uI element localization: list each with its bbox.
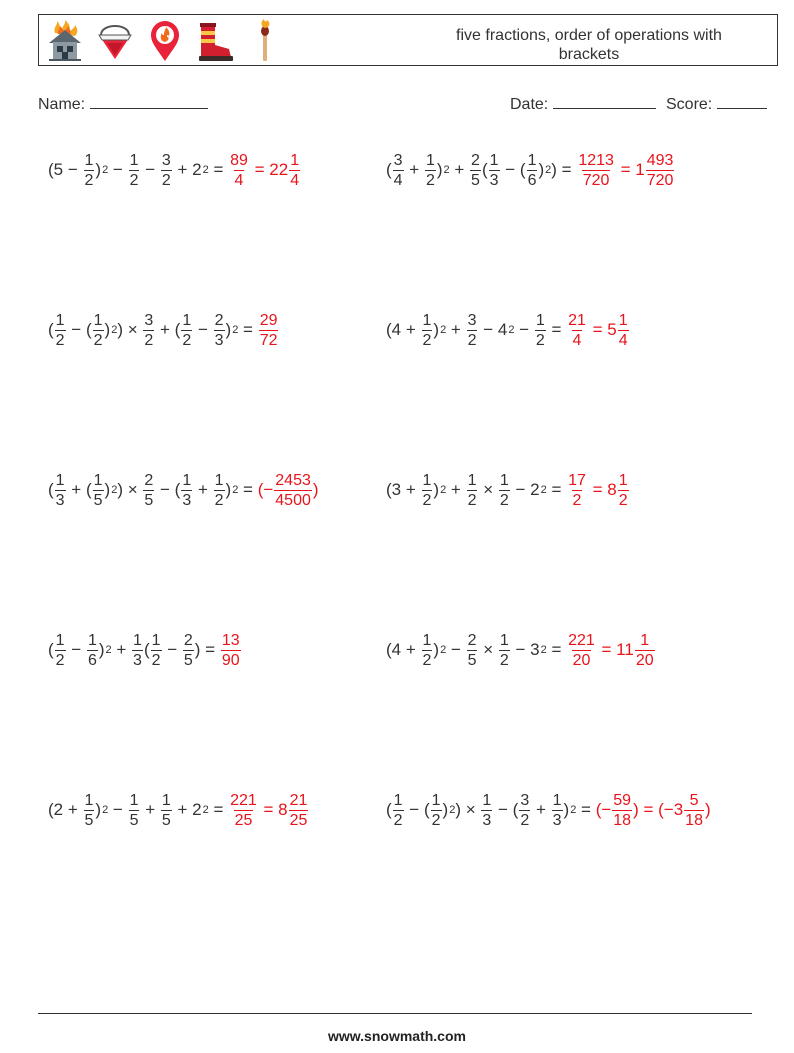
numerator: 3 <box>520 791 530 809</box>
fraction <box>143 471 154 510</box>
exponent: 2 <box>232 324 239 336</box>
fraction <box>481 791 492 830</box>
answer-text: = 8 <box>258 800 288 819</box>
exponent: 2 <box>111 484 118 496</box>
footer-site[interactable]: www.snowmath.com <box>328 1028 466 1044</box>
numerator: 1 <box>499 471 509 489</box>
numerator: 221 <box>230 791 257 809</box>
denominator: 2 <box>425 171 435 189</box>
numerator: 1 <box>129 791 139 809</box>
fraction <box>183 631 194 670</box>
expression-text: ) <box>433 640 440 659</box>
denominator: 2 <box>467 331 477 349</box>
exponent: 2 <box>443 164 450 176</box>
expression-text: ( <box>48 320 54 339</box>
expression-text: ) <box>104 320 111 339</box>
expression-text: ) <box>563 800 570 819</box>
numerator: 1 <box>84 791 94 809</box>
expression-text: − 2 <box>510 480 540 499</box>
expression-text: − ( <box>500 160 526 179</box>
fraction <box>422 471 433 510</box>
expression-text: + 2 <box>172 800 202 819</box>
expression-text: + <box>111 640 132 659</box>
denominator: 20 <box>572 651 591 669</box>
denominator: 2 <box>467 491 477 509</box>
fraction <box>214 471 225 510</box>
exponent: 2 <box>232 484 239 496</box>
denominator: 2 <box>572 491 582 509</box>
answer-text: = 11 <box>596 640 634 659</box>
denominator: 3 <box>55 491 65 509</box>
denominator: 2 <box>422 651 432 669</box>
expression-text: + 2 <box>172 160 202 179</box>
fraction <box>181 471 192 510</box>
numerator: 1 <box>527 151 537 169</box>
numerator: 1 <box>640 631 650 649</box>
fraction <box>499 471 510 510</box>
numerator: 1 <box>422 631 432 649</box>
expression-text: × <box>478 640 498 659</box>
problem-5 <box>48 460 319 520</box>
exponent: 2 <box>440 324 447 336</box>
expression-text: + ( <box>155 320 181 339</box>
expression-text: − <box>140 160 160 179</box>
denominator: 2 <box>214 491 224 509</box>
denominator: 3 <box>182 491 192 509</box>
expression-text: = <box>208 800 229 819</box>
expression-text: ) <box>436 160 443 179</box>
fraction <box>422 311 433 350</box>
exponent: 2 <box>440 644 447 656</box>
numerator: 1 <box>129 151 139 169</box>
denominator: 18 <box>613 811 632 829</box>
score-label: Score: <box>666 96 713 113</box>
fraction <box>393 151 404 190</box>
numerator: 1 <box>161 791 171 809</box>
expression-text: − ( <box>66 320 92 339</box>
expression-text: ( <box>48 480 54 499</box>
denominator: 2 <box>161 171 171 189</box>
answer-fraction <box>229 151 249 190</box>
numerator: 1 <box>425 151 435 169</box>
fraction <box>55 631 66 670</box>
name-field <box>38 94 208 114</box>
denominator: 5 <box>84 811 94 829</box>
numerator: 2 <box>183 631 193 649</box>
expression-text: ( <box>48 640 54 659</box>
exponent: 2 <box>449 804 456 816</box>
exponent: 2 <box>545 164 552 176</box>
expression-text: + <box>140 800 160 819</box>
denominator: 5 <box>183 651 193 669</box>
denominator: 4 <box>290 171 300 189</box>
numerator: 2453 <box>275 471 311 489</box>
expression-text: − ( <box>404 800 430 819</box>
expression-text: − <box>108 800 128 819</box>
answer-fraction <box>289 151 300 190</box>
problem-2 <box>386 140 675 200</box>
fraction <box>93 311 104 350</box>
numerator: 1213 <box>578 151 614 169</box>
expression-text: ( <box>386 800 392 819</box>
numerator: 2 <box>144 471 154 489</box>
expression-text: + ( <box>66 480 92 499</box>
numerator: 1 <box>133 631 142 649</box>
numerator: 1 <box>618 471 628 489</box>
expression-text: (5 − <box>48 160 83 179</box>
fraction <box>489 151 500 190</box>
exponent: 2 <box>202 164 209 176</box>
denominator: 2 <box>499 651 509 669</box>
numerator: 5 <box>689 791 699 809</box>
fire-bucket-icon <box>95 19 135 63</box>
expression-text: = <box>576 800 596 819</box>
numerator: 1 <box>151 631 161 649</box>
numerator: 89 <box>230 151 248 169</box>
denominator: 2 <box>182 331 192 349</box>
exponent: 2 <box>440 484 447 496</box>
numerator: 59 <box>613 791 632 809</box>
denominator: 25 <box>234 811 253 829</box>
numerator: 1 <box>182 471 192 489</box>
expression-text: ) <box>433 320 440 339</box>
expression-text: ) <box>225 320 232 339</box>
fraction <box>467 311 478 350</box>
answer-text: (− <box>595 800 612 819</box>
denominator: 6 <box>527 171 537 189</box>
answer-text: = 8 <box>587 480 617 499</box>
date-label: Date: <box>510 96 549 113</box>
numerator: 3 <box>393 151 403 169</box>
denominator: 20 <box>635 651 654 669</box>
numerator: 1 <box>55 631 65 649</box>
denominator: 2 <box>93 331 103 349</box>
fraction <box>93 471 104 510</box>
fraction <box>422 631 433 670</box>
problem-4 <box>386 300 630 360</box>
denominator: 2 <box>535 331 545 349</box>
fraction <box>393 791 404 830</box>
denominator: 3 <box>489 171 499 189</box>
numerator: 1 <box>431 791 441 809</box>
date-field <box>510 94 656 114</box>
denominator: 3 <box>214 331 224 349</box>
exponent: 2 <box>102 804 109 816</box>
numerator: 1 <box>182 311 192 329</box>
denominator: 2 <box>55 651 65 669</box>
expression-text: = <box>546 640 567 659</box>
denominator: 720 <box>646 171 674 189</box>
answer-fraction <box>221 631 241 670</box>
numerator: 1 <box>482 791 492 809</box>
exponent: 2 <box>540 484 547 496</box>
expression-text: = <box>546 480 567 499</box>
exponent: 2 <box>570 804 577 816</box>
burning-house-icon <box>45 19 85 63</box>
worksheet-title: five fractions, order of operations with brackets <box>456 27 722 63</box>
answer-text: = 5 <box>587 320 617 339</box>
fraction <box>519 791 530 830</box>
answer-text: = 22 <box>249 160 289 179</box>
denominator: 2 <box>393 811 403 829</box>
expression-text: − <box>446 640 466 659</box>
answer-text: ) <box>312 480 319 499</box>
matchstick-icon <box>245 19 285 63</box>
denominator: 18 <box>685 811 703 829</box>
date-line[interactable] <box>553 94 656 109</box>
denominator: 6 <box>87 651 97 669</box>
name-line[interactable] <box>90 94 208 109</box>
numerator: 3 <box>161 151 171 169</box>
numerator: 2 <box>214 311 224 329</box>
exponent: 2 <box>508 324 515 336</box>
answer-text: ) = (−3 <box>633 800 684 819</box>
denominator: 5 <box>144 491 154 509</box>
numerator: 1 <box>55 311 65 329</box>
expression-text: ) × <box>117 480 143 499</box>
numerator: 21 <box>289 791 308 809</box>
denominator: 2 <box>499 491 509 509</box>
expression-text: ( <box>481 160 488 179</box>
fraction <box>214 311 225 350</box>
denominator: 3 <box>133 651 142 669</box>
numerator: 3 <box>467 311 477 329</box>
expression-text: − 4 <box>478 320 508 339</box>
numerator: 29 <box>259 311 278 329</box>
denominator: 2 <box>422 491 432 509</box>
footer-divider <box>38 1013 752 1014</box>
fraction <box>431 791 442 830</box>
numerator: 1 <box>84 151 94 169</box>
fraction <box>535 311 546 350</box>
expression-text: ) <box>95 160 102 179</box>
expression-text: + <box>446 480 466 499</box>
denominator: 3 <box>482 811 492 829</box>
fraction <box>151 631 162 670</box>
fraction <box>552 791 563 830</box>
numerator: 1 <box>393 791 403 809</box>
numerator: 1 <box>489 151 499 169</box>
numerator: 13 <box>221 631 240 649</box>
exponent: 2 <box>540 644 547 656</box>
answer-text: ) <box>704 800 711 819</box>
answer-fraction <box>612 791 632 830</box>
expression-text: = <box>238 480 258 499</box>
numerator: 2 <box>467 631 477 649</box>
answer-fraction <box>567 631 596 670</box>
expression-text: ( <box>386 160 392 179</box>
denominator: 25 <box>289 811 308 829</box>
expression-text: − <box>162 640 182 659</box>
header-icons <box>45 19 285 63</box>
expression-text: ) <box>442 800 449 819</box>
fraction <box>467 631 478 670</box>
numerator: 1 <box>535 311 545 329</box>
exponent: 2 <box>202 804 209 816</box>
expression-text: ) <box>98 640 105 659</box>
expression-text: ) <box>104 480 111 499</box>
expression-text: − ( <box>493 800 519 819</box>
fraction <box>84 151 95 190</box>
fraction <box>55 471 66 510</box>
exponent: 2 <box>105 644 112 656</box>
numerator: 1 <box>618 311 628 329</box>
denominator: 4500 <box>275 491 311 509</box>
fraction <box>425 151 436 190</box>
fire-location-pin-icon <box>145 19 185 63</box>
fraction <box>527 151 538 190</box>
numerator: 221 <box>568 631 595 649</box>
answer-text: (− <box>257 480 274 499</box>
fraction <box>132 631 143 670</box>
name-label: Name: <box>38 96 86 113</box>
expression-text: ) = <box>194 640 220 659</box>
problem-9 <box>48 780 309 840</box>
answer-text: = 1 <box>615 160 645 179</box>
denominator: 720 <box>582 171 610 189</box>
expression-text: ) <box>95 800 102 819</box>
numerator: 1 <box>93 471 103 489</box>
numerator: 1 <box>87 631 97 649</box>
fraction <box>161 791 172 830</box>
expression-text: × <box>478 480 498 499</box>
fraction <box>87 631 98 670</box>
denominator: 72 <box>259 331 278 349</box>
expression-text: + <box>446 320 466 339</box>
fraction <box>143 311 154 350</box>
denominator: 5 <box>93 491 103 509</box>
expression-text: (4 + <box>386 320 421 339</box>
exponent: 2 <box>111 324 118 336</box>
fraction <box>499 631 510 670</box>
expression-text: − ( <box>155 480 181 499</box>
denominator: 5 <box>129 811 139 829</box>
denominator: 2 <box>151 651 161 669</box>
expression-text: + <box>404 160 424 179</box>
fraction <box>470 151 481 190</box>
numerator: 2 <box>471 151 480 169</box>
denominator: 4 <box>393 171 403 189</box>
expression-text: ) × <box>455 800 481 819</box>
denominator: 4 <box>618 331 628 349</box>
expression-text: − <box>514 320 534 339</box>
numerator: 1 <box>214 471 224 489</box>
fraction <box>467 471 478 510</box>
expression-text: − <box>108 160 128 179</box>
answer-fraction <box>274 471 312 510</box>
expression-text: ) <box>225 480 232 499</box>
numerator: 1 <box>93 311 103 329</box>
denominator: 2 <box>144 331 154 349</box>
numerator: 1 <box>422 311 432 329</box>
numerator: 1 <box>467 471 477 489</box>
expression-text: (4 + <box>386 640 421 659</box>
denominator: 5 <box>467 651 477 669</box>
expression-text: = <box>238 320 258 339</box>
fraction <box>129 791 140 830</box>
numerator: 1 <box>55 471 65 489</box>
denominator: 2 <box>431 811 441 829</box>
answer-fraction <box>229 791 258 830</box>
denominator: 4 <box>234 171 244 189</box>
expression-text: ) = <box>551 160 577 179</box>
expression-text: ) <box>538 160 545 179</box>
fraction <box>55 311 66 350</box>
exponent: 2 <box>102 164 109 176</box>
denominator: 2 <box>520 811 530 829</box>
firefighter-boot-icon <box>195 19 235 63</box>
numerator: 493 <box>646 151 674 169</box>
expression-text: + <box>449 160 470 179</box>
denominator: 2 <box>84 171 94 189</box>
denominator: 2 <box>422 331 432 349</box>
numerator: 17 <box>568 471 586 489</box>
numerator: 21 <box>568 311 586 329</box>
denominator: 90 <box>221 651 240 669</box>
answer-fraction <box>259 311 279 350</box>
expression-text: (2 + <box>48 800 83 819</box>
answer-fraction <box>684 791 704 830</box>
numerator: 1 <box>499 631 509 649</box>
numerator: 1 <box>422 471 432 489</box>
score-line[interactable] <box>717 94 767 109</box>
denominator: 5 <box>471 171 480 189</box>
answer-fraction <box>577 151 615 190</box>
problem-6 <box>386 460 630 520</box>
answer-fraction <box>567 311 587 350</box>
expression-text: − 3 <box>510 640 540 659</box>
expression-text: ) × <box>117 320 143 339</box>
denominator: 4 <box>572 331 582 349</box>
numerator: 1 <box>552 791 562 809</box>
expression-text: (3 + <box>386 480 421 499</box>
fraction <box>129 151 140 190</box>
header-box <box>38 14 778 66</box>
denominator: 2 <box>129 171 139 189</box>
answer-fraction <box>289 791 309 830</box>
denominator: 2 <box>55 331 65 349</box>
denominator: 5 <box>161 811 171 829</box>
answer-fraction <box>618 311 629 350</box>
denominator: 3 <box>552 811 562 829</box>
denominator: 2 <box>618 491 628 509</box>
expression-text: ( <box>143 640 150 659</box>
problem-10 <box>386 780 711 840</box>
score-field <box>666 94 767 114</box>
problem-8 <box>386 620 656 680</box>
answer-fraction <box>567 471 587 510</box>
fraction <box>84 791 95 830</box>
expression-text: ) <box>433 480 440 499</box>
expression-text: + <box>193 480 213 499</box>
answer-fraction <box>618 471 629 510</box>
expression-text: + <box>531 800 551 819</box>
answer-fraction <box>646 151 675 190</box>
expression-text: − <box>193 320 213 339</box>
fraction <box>161 151 172 190</box>
expression-text: = <box>546 320 567 339</box>
answer-fraction <box>635 631 655 670</box>
numerator: 3 <box>144 311 154 329</box>
problem-7 <box>48 620 242 680</box>
expression-text: = <box>208 160 229 179</box>
problem-1 <box>48 140 301 200</box>
problem-3 <box>48 300 279 360</box>
numerator: 1 <box>290 151 300 169</box>
expression-text: − <box>66 640 86 659</box>
fraction <box>181 311 192 350</box>
